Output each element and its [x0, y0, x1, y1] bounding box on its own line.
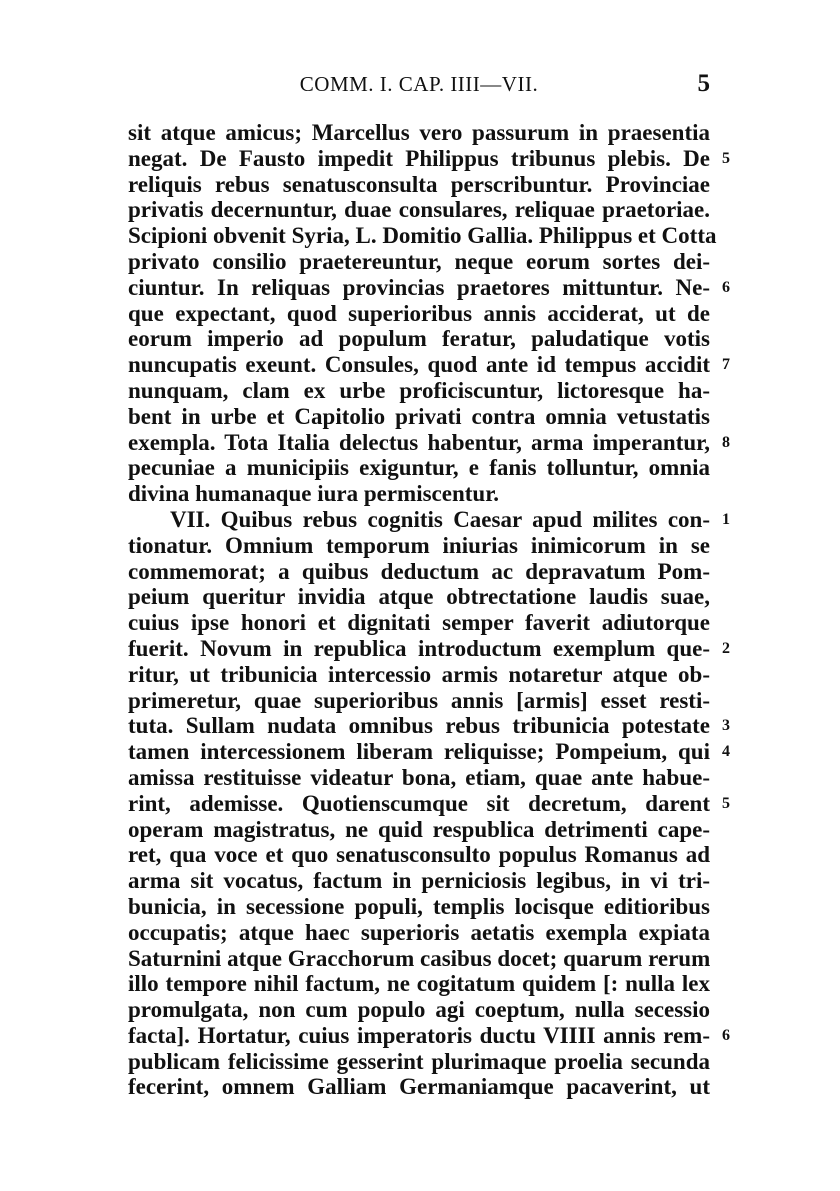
- text-line: [128, 790, 730, 817]
- line-text: divina humanaque iura permiscentur.: [128, 481, 500, 507]
- text-line: [128, 533, 710, 559]
- text-line: [128, 506, 730, 533]
- line-text: bent in urbe et Capitolio privati contra omnia vetustatis: [128, 403, 710, 429]
- text-line: [128, 326, 710, 352]
- text-line: [128, 971, 710, 997]
- line-text: tamen intercessionem liberam reliquisse; Pompeium, qui: [128, 739, 710, 765]
- line-text: Saturnini atque Gracchorum casibus docet; quarum rerum: [128, 945, 711, 971]
- section-number: 6: [722, 1026, 730, 1044]
- section-number: 5: [722, 794, 730, 812]
- text-line: [128, 223, 717, 249]
- line-text: pecuniae a municipiis exiguntur, e fanis tolluntur, omnia: [128, 455, 710, 481]
- line-text: peium queritur invidia atque obtrectatione laudis suae,: [128, 584, 710, 610]
- text-line: [128, 274, 730, 301]
- line-text: promulgata, non cum populo agi coeptum, nulla secessio: [128, 997, 710, 1023]
- text-line: [128, 688, 710, 714]
- section-number: 4: [722, 743, 730, 761]
- line-text: tuta. Sullam nudata omnibus rebus tribunicia potestate: [128, 713, 710, 739]
- section-number: 6: [722, 278, 730, 296]
- section-number: 2: [722, 639, 730, 657]
- line-text: publicam felicissime gesserint plurimaque proelia secunda: [128, 1048, 710, 1074]
- line-text: ciuntur. In reliquas provincias praetores mittuntur. Ne-: [128, 274, 710, 300]
- line-text: occupatis; atque haec superioris aetatis exempla expiata: [128, 919, 710, 945]
- text-line: [128, 635, 730, 662]
- line-text: privatis decernuntur, duae consulares, reliquae praetoriae.: [128, 197, 710, 223]
- line-text: ret, qua voce et quo senatusconsulto populus Romanus ad: [128, 842, 710, 868]
- line-text: primeretur, quae superioribus annis [armis] esset resti-: [128, 687, 710, 713]
- line-text: cuius ipse honori et dignitati semper faverit adiutorque: [128, 610, 710, 636]
- line-text: bunicia, in secessione populi, templis locisque editioribus: [128, 893, 710, 919]
- text-line: [128, 352, 730, 378]
- text-line: [128, 145, 730, 172]
- text-line: [128, 197, 710, 223]
- text-line: [128, 559, 710, 585]
- text-line: [128, 481, 710, 507]
- text-line: [128, 920, 710, 946]
- text-line: [128, 713, 730, 739]
- body-text: [128, 120, 730, 1100]
- page-header: [128, 72, 710, 106]
- line-text: Scipioni obvenit Syria, L. Domitio Gallia. Philippus et Cotta: [128, 223, 717, 249]
- text-line: [128, 817, 710, 843]
- section-number: 8: [722, 433, 730, 451]
- text-line: [128, 172, 710, 198]
- page-number: 5: [697, 70, 710, 97]
- text-line: [128, 1074, 710, 1100]
- text-line: [128, 301, 710, 327]
- text-line: [128, 429, 730, 456]
- line-text: nunquam, clam ex urbe proficiscuntur, lictoresque ha-: [128, 377, 710, 403]
- line-text: fuerit. Novum in republica introductum exemplum que-: [128, 635, 710, 661]
- line-text: fecerint, omnem Galliam Germaniamque pacaverint, ut: [128, 1074, 710, 1100]
- running-head: COMM. I. CAP. IIII—VII.: [299, 72, 539, 96]
- line-text: facta]. Hortatur, cuius imperatoris ductu VIIII annis rem-: [128, 1022, 710, 1048]
- section-number: 3: [722, 717, 730, 735]
- text-line: [128, 997, 710, 1023]
- text-line: [128, 584, 710, 610]
- text-line: [128, 455, 710, 481]
- line-text: nuncupatis exeunt. Consules, quod ante id tempus accidit: [128, 352, 710, 378]
- line-text: sit atque amicus; Marcellus vero passurum in praesentia: [128, 120, 710, 145]
- line-text: tionatur. Omnium temporum iniurias inimicorum in se: [128, 532, 710, 558]
- text-line: [128, 249, 710, 275]
- section-number: 7: [722, 356, 730, 374]
- text-line: [128, 842, 710, 868]
- text-line: [128, 1049, 710, 1075]
- text-line: [128, 894, 710, 920]
- section-number: 5: [722, 149, 730, 167]
- line-text: negat. De Fausto impedit Philippus tribunus plebis. De: [128, 145, 710, 171]
- text-line: [128, 739, 730, 765]
- line-text: que expectant, quod superioribus annis acciderat, ut de: [128, 300, 710, 326]
- text-line: [128, 610, 710, 636]
- line-text: reliquis rebus senatusconsulta perscribuntur. Provinciae: [128, 171, 710, 197]
- line-text: arma sit vocatus, factum in perniciosis legibus, in vi tri-: [128, 868, 710, 894]
- section-number: 1: [722, 510, 730, 528]
- line-text: exempla. Tota Italia delectus habentur, arma imperantur,: [128, 429, 710, 455]
- line-text: rint, ademisse. Quotienscumque sit decretum, darent: [128, 790, 710, 816]
- line-text: amissa restituisse videatur bona, etiam, quae ante habue-: [128, 764, 710, 790]
- line-text: privato consilio praetereuntur, neque eorum sortes dei-: [128, 248, 710, 274]
- text-line: [128, 946, 710, 972]
- line-text: operam magistratus, ne quid respublica detrimenti cape-: [128, 816, 710, 842]
- line-text: eorum imperio ad populum feratur, paludatique votis: [128, 326, 710, 352]
- text-line: [128, 662, 710, 688]
- text-line: [128, 1022, 730, 1049]
- line-text: ritur, ut tribunicia intercessio armis notaretur atque ob-: [128, 661, 710, 687]
- text-line: [128, 120, 710, 146]
- text-line: [128, 868, 710, 894]
- line-text: illo tempore nihil factum, ne cogitatum quidem [: nulla lex: [128, 971, 710, 997]
- line-text: VII. Quibus rebus cognitis Caesar apud milites con-: [170, 506, 710, 532]
- text-line: [128, 378, 710, 404]
- text-line: [128, 765, 710, 791]
- line-text: commemorat; a quibus deductum ac depravatum Pom-: [128, 558, 710, 584]
- text-line: [128, 404, 710, 430]
